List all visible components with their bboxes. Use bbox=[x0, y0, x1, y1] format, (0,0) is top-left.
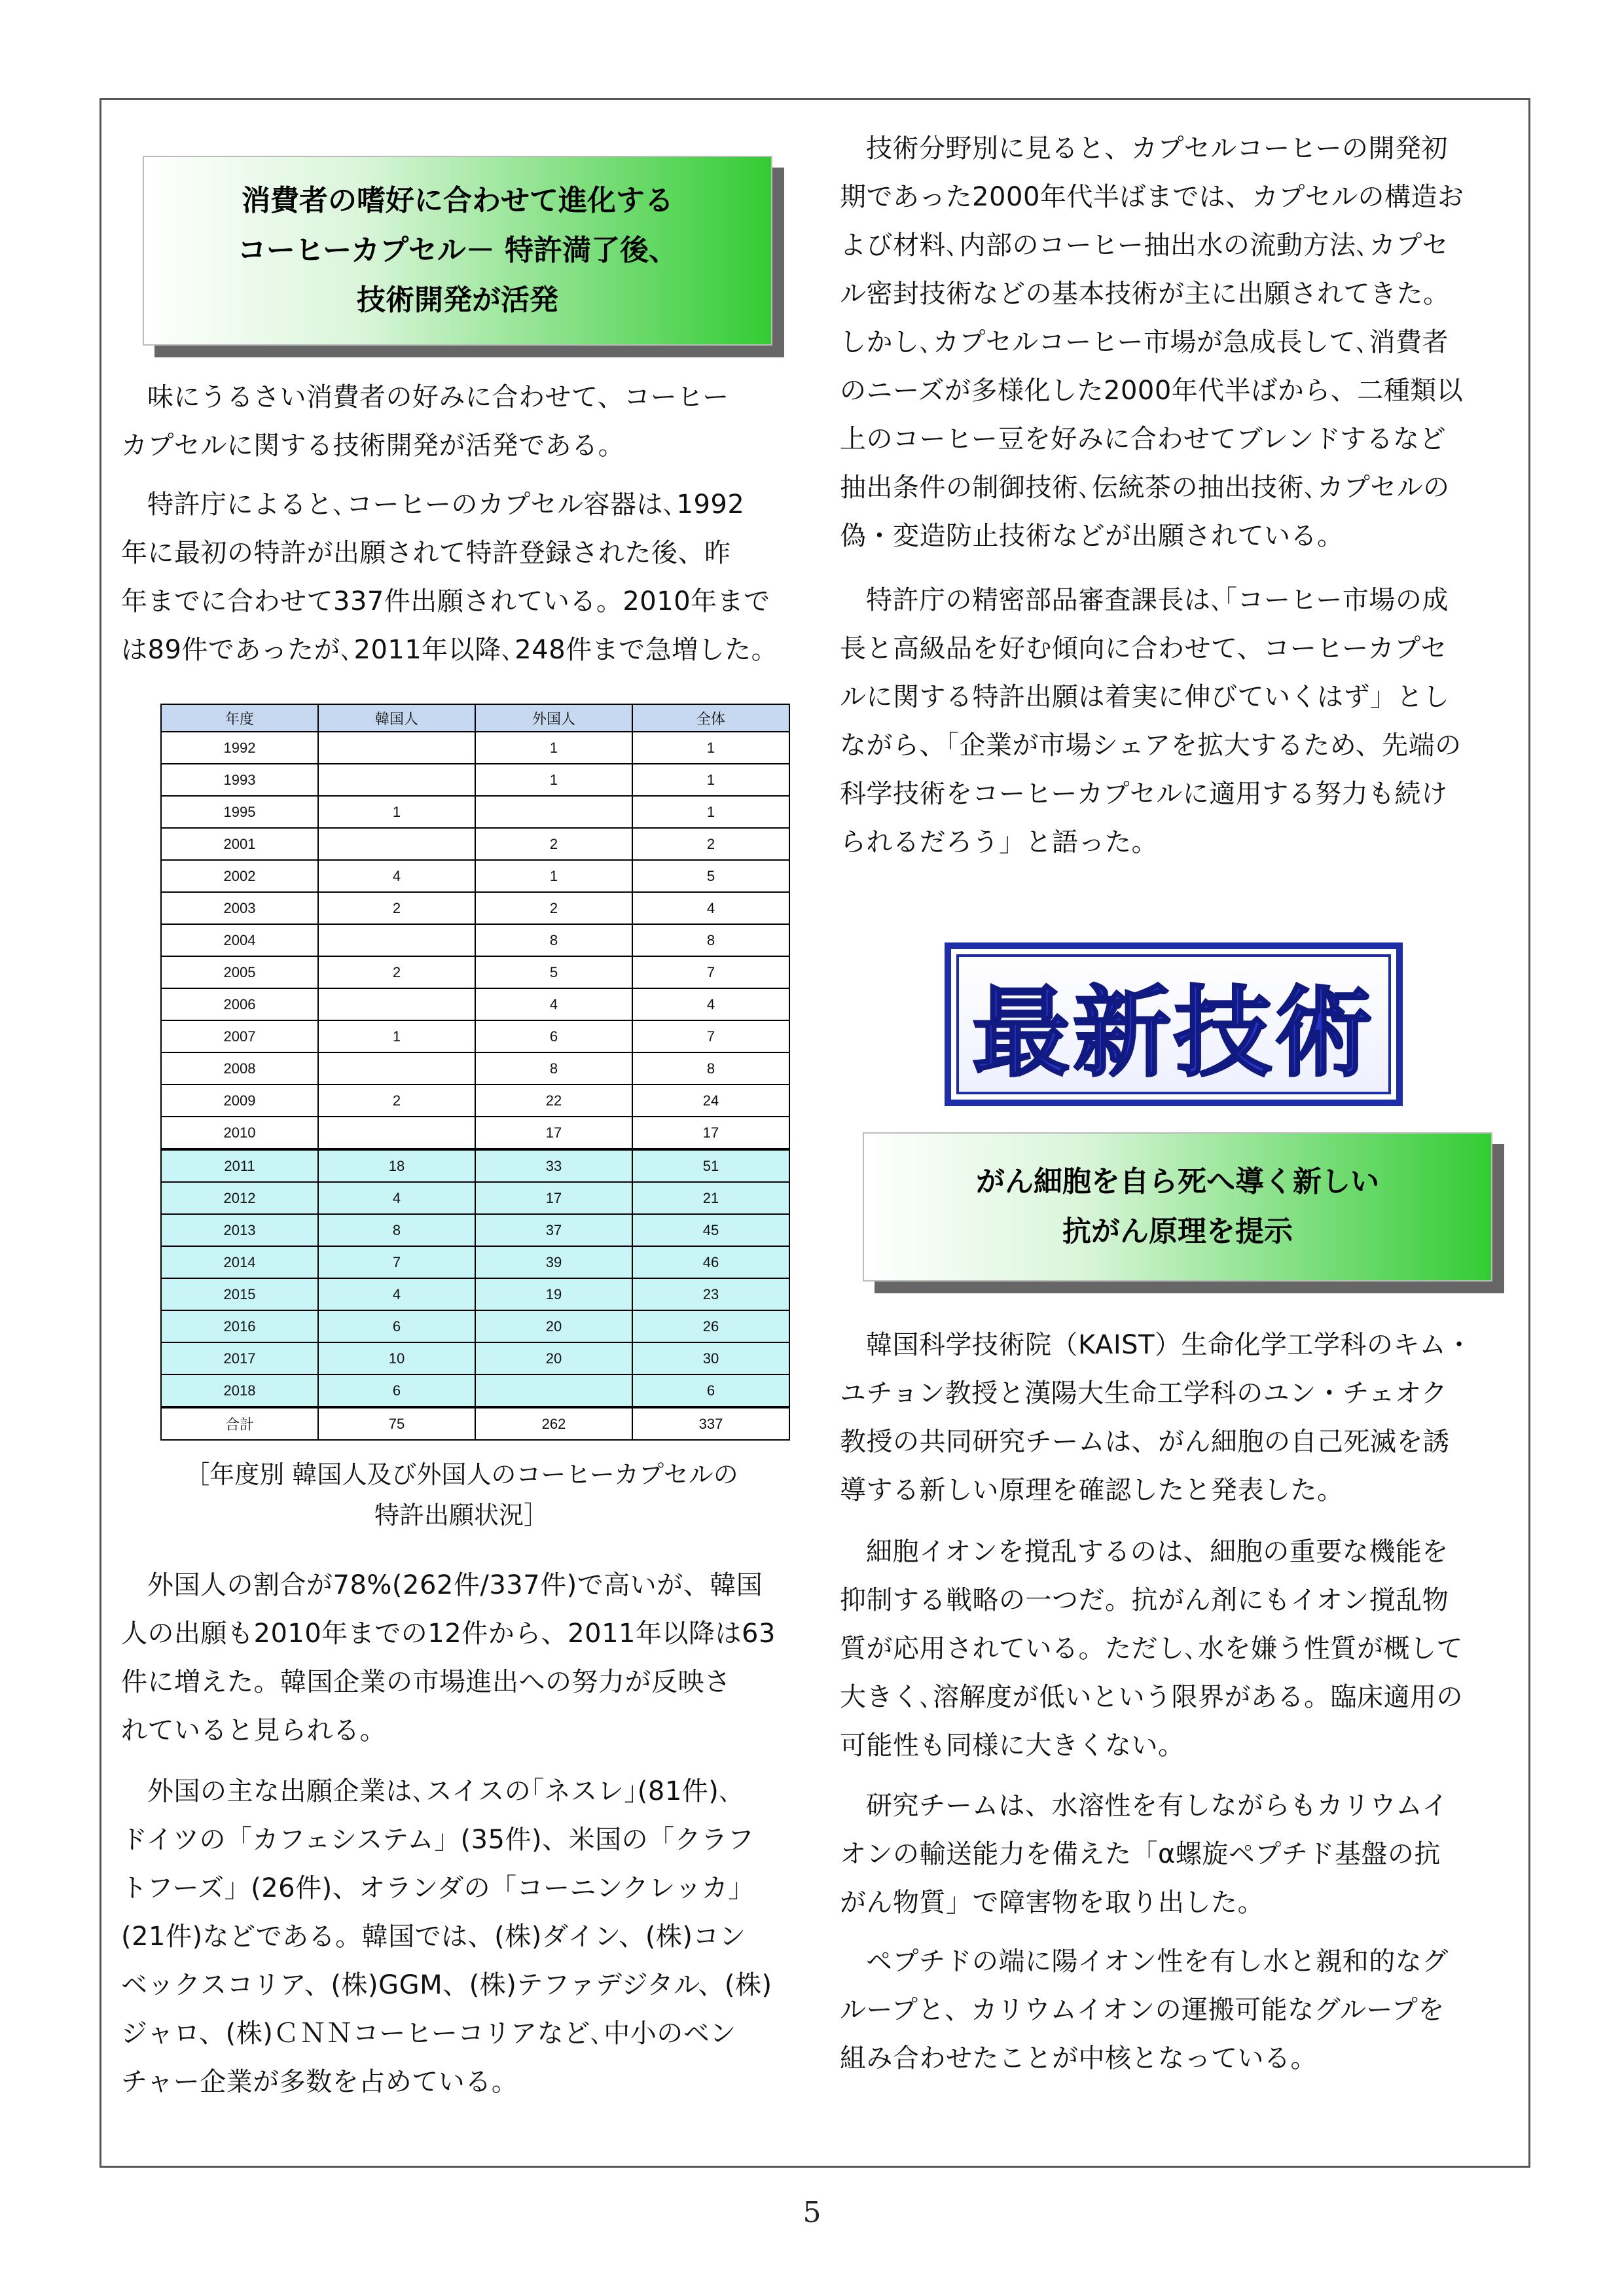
table-row bbox=[161, 732, 789, 764]
table-cell: 2014 bbox=[161, 1246, 318, 1278]
caption-line: ［年度別 韓国人及び外国人のコーヒーカプセルの bbox=[185, 1460, 738, 1489]
table-row bbox=[161, 1117, 789, 1149]
table-cell bbox=[318, 924, 475, 956]
table-cell: 6 bbox=[632, 1374, 789, 1407]
table-cell: 26 bbox=[632, 1310, 789, 1342]
table-cell: 2 bbox=[318, 956, 475, 988]
table-cell: 1 bbox=[475, 860, 632, 892]
table-row bbox=[161, 956, 789, 988]
article1-paragraph bbox=[121, 480, 802, 674]
text-line: 組み合わせたことが中核となっている。 bbox=[840, 2043, 1317, 2073]
article2-paragraph bbox=[840, 1528, 1514, 1770]
table-cell: 4 bbox=[632, 892, 789, 924]
text-line: 細胞イオンを撹乱するのは、細胞の重要な機能を bbox=[866, 1537, 1449, 1567]
text-line: 偽・変造防止技術などが出願されている。 bbox=[840, 521, 1344, 551]
table-cell: 2007 bbox=[161, 1020, 318, 1052]
table-cell: 2011 bbox=[161, 1149, 318, 1182]
table-cell: 18 bbox=[318, 1149, 475, 1182]
text-line: 韓国科学技術院（KAIST）生命化学工学科のキム・ bbox=[866, 1330, 1473, 1360]
table-row bbox=[161, 828, 789, 860]
table-row bbox=[161, 796, 789, 828]
table-cell: 6 bbox=[475, 1020, 632, 1052]
section-label: 最新技術 bbox=[971, 977, 1375, 1090]
text-line: 上のコーヒー豆を好みに合わせてブレンドするなど bbox=[840, 424, 1447, 454]
text-line: 科学技術をコーヒーカプセルに適用する努力も続け bbox=[840, 779, 1448, 809]
table-cell: 2018 bbox=[161, 1374, 318, 1407]
table-cell bbox=[475, 1374, 632, 1407]
article1-title-line: 技術開発が活発 bbox=[357, 283, 558, 317]
text-line: 抽出条件の制御技術､伝統茶の抽出技術､カプセルの bbox=[840, 473, 1450, 503]
table-cell: 22 bbox=[475, 1085, 632, 1117]
table-cell: 6 bbox=[318, 1310, 475, 1342]
table-cell: 4 bbox=[632, 988, 789, 1020]
text-line: 特許庁によると､コーヒーのカプセル容器は､1992 bbox=[147, 490, 745, 520]
text-line: ドイツの「カフェシステム」(35件)、米国の「クラフ bbox=[121, 1825, 755, 1855]
table-row bbox=[161, 1020, 789, 1052]
text-line: カプセルに関する技術開発が活発である。 bbox=[121, 431, 625, 461]
table-cell: 1 bbox=[632, 764, 789, 796]
text-line: がん物質」で障害物を取り出した。 bbox=[840, 1888, 1264, 1918]
table-cell: 7 bbox=[318, 1246, 475, 1278]
table-header: 外国人 bbox=[475, 704, 632, 732]
table-cell: 46 bbox=[632, 1246, 789, 1278]
table-cell: 23 bbox=[632, 1278, 789, 1310]
table-cell bbox=[318, 764, 475, 796]
text-line: 研究チームは、水溶性を有しながらもカリウムイ bbox=[866, 1791, 1449, 1821]
text-line: (21件)などである。韓国では、(株)ダイン、(株)コン bbox=[121, 1922, 746, 1952]
text-line: のニーズが多様化した2000年代半ばから、二種類以 bbox=[840, 376, 1464, 406]
text-line: ベックスコリア、(株)GGM、(株)テファデジタル、(株) bbox=[121, 1970, 772, 2000]
table-cell: 2 bbox=[475, 828, 632, 860]
table-row bbox=[161, 1214, 789, 1246]
table-cell: 8 bbox=[318, 1214, 475, 1246]
section-label-box bbox=[945, 942, 1403, 1106]
article1-paragraph bbox=[121, 1561, 802, 1755]
table-header: 年度 bbox=[161, 704, 318, 732]
table-cell: 8 bbox=[475, 924, 632, 956]
table-cell bbox=[318, 828, 475, 860]
table-cell: 2013 bbox=[161, 1214, 318, 1246]
table-header: 全体 bbox=[632, 704, 789, 732]
table-cell: 1992 bbox=[161, 732, 318, 764]
table-cell bbox=[318, 1117, 475, 1149]
article2-title-line: 抗がん原理を提示 bbox=[1062, 1215, 1293, 1248]
text-line: トフーズ」(26件)、オランダの「コーニンクレッカ」 bbox=[121, 1873, 755, 1903]
table-cell: 7 bbox=[632, 956, 789, 988]
article2-paragraph bbox=[840, 1937, 1514, 2083]
article1-title-line: 消費者の嗜好に合わせて進化する bbox=[242, 184, 674, 217]
text-line: 味にうるさい消費者の好みに合わせて、コーヒー bbox=[147, 382, 729, 412]
table-cell: 2012 bbox=[161, 1182, 318, 1214]
table-row bbox=[161, 1374, 789, 1407]
table-cell: 1 bbox=[475, 732, 632, 764]
table-cell: 4 bbox=[475, 988, 632, 1020]
table-cell: 2015 bbox=[161, 1278, 318, 1310]
table-cell: 2003 bbox=[161, 892, 318, 924]
table-cell: 2017 bbox=[161, 1342, 318, 1374]
table-cell: 51 bbox=[632, 1149, 789, 1182]
text-line: 件に増えた。韓国企業の市場進出への努力が反映さ bbox=[121, 1667, 731, 1697]
table-cell: 17 bbox=[475, 1117, 632, 1149]
table-cell: 30 bbox=[632, 1342, 789, 1374]
table-row bbox=[161, 988, 789, 1020]
table-cell: 2006 bbox=[161, 988, 318, 1020]
text-line: 外国人の割合が78%(262件/337件)で高いが、韓国 bbox=[147, 1570, 763, 1600]
text-line: ループと、カリウムイオンの運搬可能なグループを bbox=[840, 1995, 1445, 2025]
table-row bbox=[161, 1052, 789, 1085]
article2-title-box bbox=[863, 1132, 1492, 1282]
text-line: 期であった2000年代半ばまでは、カプセルの構造お bbox=[840, 182, 1464, 212]
article2-title-line: がん細胞を自ら死へ導く新しい bbox=[976, 1165, 1379, 1198]
table-cell: 2009 bbox=[161, 1085, 318, 1117]
table-row bbox=[161, 1407, 789, 1440]
table-cell bbox=[318, 988, 475, 1020]
text-line: 教授の共同研究チームは、がん細胞の自己死滅を誘 bbox=[840, 1427, 1450, 1457]
table-cell: 2005 bbox=[161, 956, 318, 988]
text-line: られるだろう」と語った。 bbox=[840, 827, 1158, 857]
table-cell: 1 bbox=[632, 796, 789, 828]
text-line: 技術分野別に見ると、カプセルコーヒーの開発初 bbox=[866, 134, 1448, 164]
text-line: 可能性も同様に大きくない。 bbox=[840, 1731, 1185, 1761]
text-line: 長と高級品を好む傾向に合わせて、コーヒーカプセ bbox=[840, 634, 1447, 664]
text-line: は89件であったが､2011年以降､248件まで急増した。 bbox=[121, 635, 778, 665]
table-cell: 8 bbox=[632, 1052, 789, 1085]
text-line: 大きく､溶解度が低いという限界がある。臨床適用の bbox=[840, 1682, 1463, 1712]
table-caption bbox=[118, 1454, 805, 1535]
article2-paragraph bbox=[840, 1782, 1514, 1927]
table-row bbox=[161, 1182, 789, 1214]
table-row bbox=[161, 892, 789, 924]
patent-application-table bbox=[160, 704, 790, 1441]
text-line: 導する新しい原理を確認したと発表した。 bbox=[840, 1475, 1344, 1505]
text-line: 年までに合わせて337件出願されている。2010年まで bbox=[121, 586, 770, 617]
article1-paragraph bbox=[840, 576, 1514, 867]
table-cell: 21 bbox=[632, 1182, 789, 1214]
table-cell: 262 bbox=[475, 1407, 632, 1440]
page-number: 5 bbox=[803, 2196, 821, 2229]
table-cell: 19 bbox=[475, 1278, 632, 1310]
caption-line: 特許出願状況］ bbox=[374, 1501, 549, 1530]
table-cell: 17 bbox=[475, 1182, 632, 1214]
table-row bbox=[161, 924, 789, 956]
text-line: 年に最初の特許が出願されて特許登録された後、昨 bbox=[121, 538, 731, 568]
table-cell: 1 bbox=[475, 764, 632, 796]
text-line: 質が応用されている。ただし､水を嫌う性質が概して bbox=[840, 1634, 1463, 1664]
table-row bbox=[161, 1310, 789, 1342]
table-cell: 4 bbox=[318, 1182, 475, 1214]
table-cell: 37 bbox=[475, 1214, 632, 1246]
table-cell: 2 bbox=[475, 892, 632, 924]
text-line: ジャロ、(株)ＣＮＮコーヒーコリアなど､中小のベン bbox=[121, 2018, 736, 2049]
table-row bbox=[161, 1342, 789, 1374]
table-row bbox=[161, 1278, 789, 1310]
table-cell: 2004 bbox=[161, 924, 318, 956]
article2-paragraph bbox=[840, 1321, 1514, 1515]
table-header: 韓国人 bbox=[318, 704, 475, 732]
text-line: 人の出願も2010年までの12件から、2011年以降は63 bbox=[121, 1619, 776, 1649]
table-row bbox=[161, 764, 789, 796]
article1-title-line: コーヒーカプセル－ 特許満了後、 bbox=[237, 234, 678, 267]
table-cell: 4 bbox=[318, 860, 475, 892]
table-cell: 8 bbox=[632, 924, 789, 956]
table-cell: 5 bbox=[475, 956, 632, 988]
table-row bbox=[161, 1085, 789, 1117]
text-line: ル密封技術などの基本技術が主に出願されてきた。 bbox=[840, 279, 1450, 309]
table-cell: 2008 bbox=[161, 1052, 318, 1085]
article1-title-box bbox=[143, 156, 772, 346]
table-row bbox=[161, 1246, 789, 1278]
text-line: ペプチドの端に陽イオン性を有し水と親和的なグ bbox=[866, 1946, 1449, 1977]
table-cell: 75 bbox=[318, 1407, 475, 1440]
table-cell: 17 bbox=[632, 1117, 789, 1149]
table-cell: 39 bbox=[475, 1246, 632, 1278]
table-cell: 4 bbox=[318, 1278, 475, 1310]
table-cell: 7 bbox=[632, 1020, 789, 1052]
text-line: 抑制する戦略の一つだ。抗がん剤にもイオン撹乱物 bbox=[840, 1585, 1449, 1615]
text-line: ユチョン教授と漢陽大生命工学科のユン・チェオク bbox=[840, 1378, 1448, 1408]
text-line: よび材料､内部のコーヒー抽出水の流動方法､カプセ bbox=[840, 230, 1449, 260]
text-line: チャー企業が多数を占めている。 bbox=[121, 2067, 518, 2097]
article1-paragraph bbox=[840, 124, 1514, 560]
table-cell: 2 bbox=[318, 1085, 475, 1117]
table-cell: 20 bbox=[475, 1310, 632, 1342]
text-line: 特許庁の精密部品審査課長は､｢コーヒー市場の成 bbox=[866, 585, 1449, 615]
table-cell: 24 bbox=[632, 1085, 789, 1117]
table-cell: 2 bbox=[318, 892, 475, 924]
table-cell: 20 bbox=[475, 1342, 632, 1374]
table-cell: 6 bbox=[318, 1374, 475, 1407]
table-cell: 1993 bbox=[161, 764, 318, 796]
section-label-inner bbox=[956, 954, 1391, 1094]
table-cell: 合計 bbox=[161, 1407, 318, 1440]
table-cell: 1 bbox=[318, 1020, 475, 1052]
text-line: れていると見られる。 bbox=[121, 1715, 386, 1746]
table-cell: 33 bbox=[475, 1149, 632, 1182]
table-row bbox=[161, 1149, 789, 1182]
table-cell: 2002 bbox=[161, 860, 318, 892]
table-cell bbox=[318, 1052, 475, 1085]
article1-paragraph bbox=[121, 373, 802, 470]
table-cell bbox=[475, 796, 632, 828]
table-cell: 1 bbox=[632, 732, 789, 764]
table-cell: 8 bbox=[475, 1052, 632, 1085]
table-cell: 2010 bbox=[161, 1117, 318, 1149]
table-cell: 2016 bbox=[161, 1310, 318, 1342]
table-cell: 1 bbox=[318, 796, 475, 828]
article1-paragraph bbox=[121, 1767, 802, 2106]
text-line: しかし､カプセルコーヒー市場が急成長して､消費者 bbox=[840, 327, 1449, 357]
table-cell: 45 bbox=[632, 1214, 789, 1246]
table-row bbox=[161, 860, 789, 892]
table-cell: 337 bbox=[632, 1407, 789, 1440]
table-cell: 5 bbox=[632, 860, 789, 892]
table-cell: 10 bbox=[318, 1342, 475, 1374]
text-line: 外国の主な出願企業は､スイスの｢ネスレ｣(81件)､ bbox=[147, 1776, 732, 1806]
table-cell: 1995 bbox=[161, 796, 318, 828]
text-line: ながら、｢企業が市場シェアを拡大するため、先端の bbox=[840, 730, 1462, 761]
text-line: オンの輸送能力を備えた「α螺旋ペプチド基盤の抗 bbox=[840, 1839, 1441, 1869]
text-line: ルに関する特許出願は着実に伸びていくはず」とし bbox=[840, 682, 1450, 712]
table-cell: 2 bbox=[632, 828, 789, 860]
table-cell bbox=[318, 732, 475, 764]
table-cell: 2001 bbox=[161, 828, 318, 860]
